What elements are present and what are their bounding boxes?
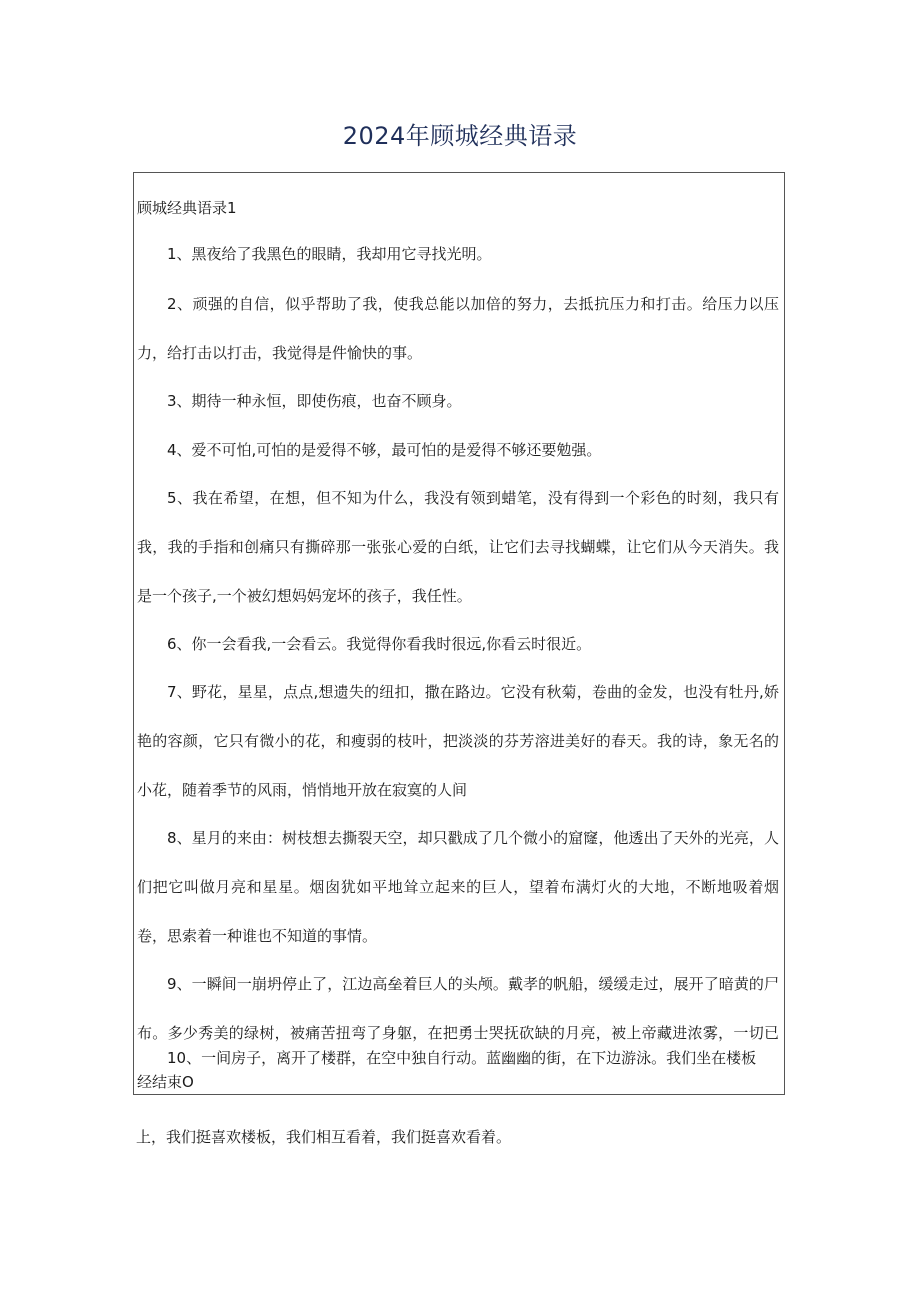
- quote-paragraph-5: 5、我在希望，在想，但不知为什么，我没有领到蜡笔，没有得到一个彩色的时刻，我只有我，我的手指和创痛只有撕碎那一张张心爱的白纸，让它们去寻找蝴蝶，让它们从今天消失。我是一个孩子,一个被幻想妈妈宠坏的孩子，我任性。: [137, 489, 779, 605]
- quote-paragraph-2: 2、顽强的自信，似乎帮助了我，使我总能以加倍的努力，去抵抗压力和打击。给压力以压力，给打击以打击，我觉得是件愉快的事。: [137, 295, 779, 362]
- quote-paragraph-9: 9、一瞬间一崩坍停止了，江边高垒着巨人的头颅。戴孝的帆船，缓缓走过，展开了暗黄的尸布。多少秀美的绿树，被痛苦扭弯了身躯，在把勇士哭抚砍缺的月亮，被上帝藏进浓雾，一切已经结束O: [137, 975, 779, 1091]
- quote-paragraph-7: 7、野花，星星，点点,想遗失的纽扣，撒在路边。它没有秋菊，卷曲的金发，也没有牡丹,娇艳的容颜，它只有微小的花，和瘦弱的枝叶，把淡淡的芬芳溶进美好的春天。我的诗，象无名的小花，随着季节的风雨，悄悄地开放在寂寞的人间: [137, 683, 779, 799]
- quote-paragraph-3: 3、期待一种永恒，即使伤痕，也奋不顾身。: [167, 392, 462, 410]
- quote-paragraph-6: 6、你一会看我,一会看云。我觉得你看我时很远,你看云时很近。: [167, 635, 592, 653]
- page-title: 2024年顾城经典语录: [342, 122, 578, 150]
- quote-paragraph-4: 4、爱不可怕,可怕的是爱得不够，最可怕的是爱得不够还要勉强。: [167, 441, 602, 459]
- section-heading: 顾城经典语录1: [137, 199, 237, 217]
- quote-paragraph-1: 1、黑夜给了我黑色的眼睛，我却用它寻找光明。: [167, 245, 492, 263]
- quote-paragraph-10: 10、一间房子，离开了楼群，在空中独自行动。蓝幽幽的街，在下边游泳。我们坐在楼板: [167, 1049, 757, 1067]
- content-box: [133, 172, 785, 1095]
- continuation-text: 上，我们挺喜欢楼板，我们相互看着，我们挺喜欢看着。: [136, 1128, 512, 1146]
- quote-paragraph-8: 8、星月的来由：树枝想去撕裂天空，却只戳成了几个微小的窟窿，他透出了天外的光亮，人们把它叫做月亮和星星。烟囱犹如平地耸立起来的巨人，望着布满灯火的大地，不断地吸着烟卷，思索着一种谁也不知道的事情。: [137, 829, 779, 945]
